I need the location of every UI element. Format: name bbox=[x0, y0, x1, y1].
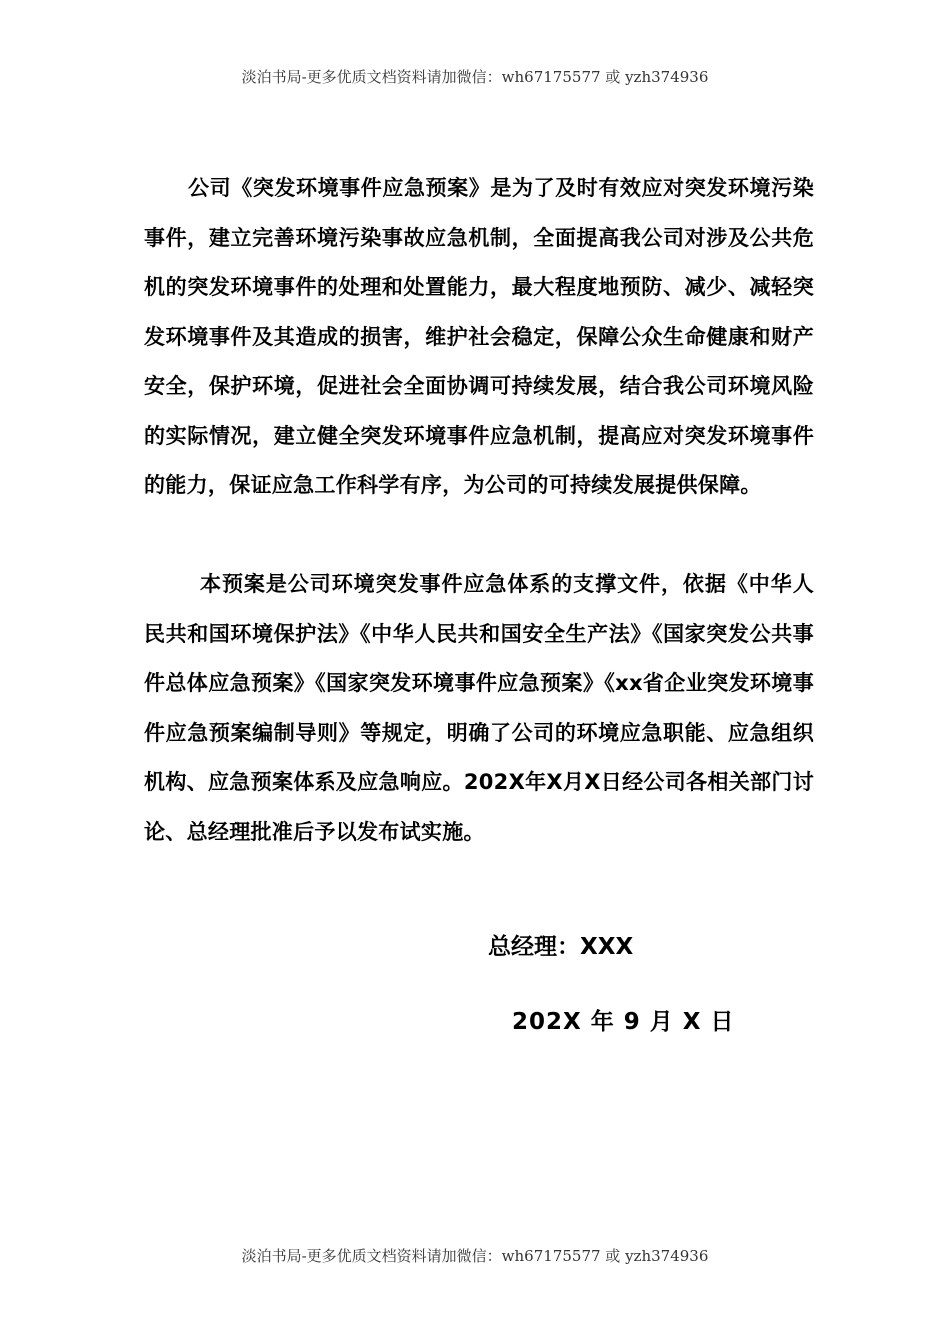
signature-date: 202X 年 9 月 X 日 bbox=[512, 1009, 735, 1035]
page-header: 淡泊书局-更多优质文档资料请加微信：wh67175577 或 yzh374936 bbox=[241, 68, 709, 86]
signature-general-manager: 总经理：XXX bbox=[488, 934, 634, 960]
page-footer: 淡泊书局-更多优质文档资料请加微信：wh67175577 或 yzh374936 bbox=[241, 1247, 709, 1265]
paragraph-basis: 本预案是公司环境突发事件应急体系的支撑文件，依据《中华人民共和国环境保护法》《中华人民共和国安全生产法》《国家突发公共事件总体应急预案》《国家突发环境事件应急预案》《xx省企业突发环境事件应急预案编制导则》等规定，明确了公司的环境应急职能、应急组织机构、应急预案体系及应急响应。202X年X月X日经公司各相关部门讨论、总经理批准后予以发布试实施。 bbox=[144, 572, 814, 844]
paragraph-purpose: 公司《突发环境事件应急预案》是为了及时有效应对突发环境污染事件，建立完善环境污染事故应急机制，全面提高我公司对涉及公共危机的突发环境事件的处理和处置能力，最大程度地预防、减少、减轻突发环境事件及其造成的损害，维护社会稳定，保障公众生命健康和财产安全，保护环境，促进社会全面协调可持续发展，结合我公司环境风险的实际情况，建立健全突发环境事件应急机制，提高应对突发环境事件的能力，保证应急工作科学有序，为公司的可持续发展提供保障。 bbox=[144, 176, 814, 497]
